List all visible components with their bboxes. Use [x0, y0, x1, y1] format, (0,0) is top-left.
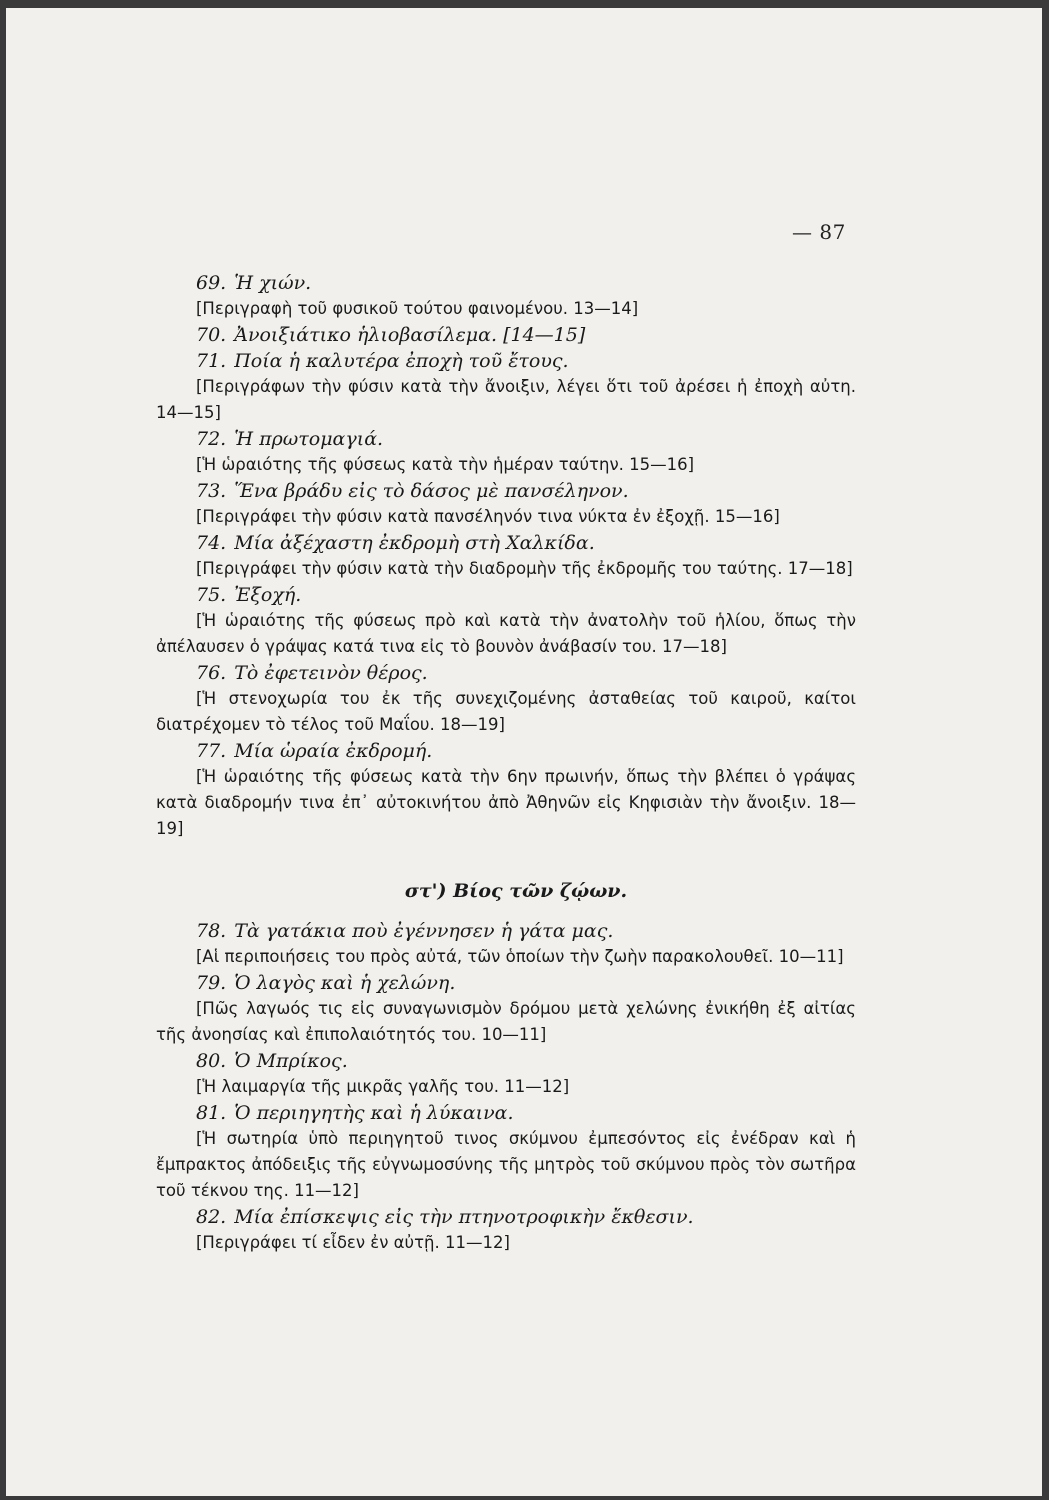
entry-description: [Περιγράφει τὴν φύσιν κατὰ πανσέληνόν τινα νύκτα ἐν ἐξοχῇ. 15—16]: [196, 507, 780, 526]
entry-number: 73.: [196, 480, 227, 502]
entry-number: 81.: [196, 1102, 227, 1124]
entry-title: [156, 660, 856, 686]
entry-title: [156, 322, 856, 348]
entry-title-text: Ἡ χιών.: [234, 272, 312, 294]
entry-description: [Ἡ σωτηρία ὑπὸ περιηγητοῦ τινος σκύμνου ἐμπεσόντος εἰς ἐνέδραν καὶ ἡ ἔμπρακτος ἀπόδειξις τῆς εὐγνωμοσύνης τῆς μητρὸς τοῦ σκύμνου πρὸς τὸν σωτῆρα τοῦ τέκνου της. 11—12]: [156, 1129, 856, 1200]
entry-description: [Ἡ ὡραιότης τῆς φύσεως πρὸ καὶ κατὰ τὴν ἀνατολὴν τοῦ ἡλίου, ὅπως τὴν ἀπέλαυσεν ὁ γράψας κατά τινα εἰς τὸ βουνὸν ἀνάβασίν του. 17—18]: [156, 611, 856, 656]
entry-description: [Περιγραφὴ τοῦ φυσικοῦ τούτου φαινομένου. 13—14]: [196, 299, 639, 318]
book-page: [6, 8, 1042, 1496]
entry-description: [Ἡ ὡραιότης τῆς φύσεως κατὰ τὴν 6ην πρωινήν, ὅπως τὴν βλέπει ὁ γράψας κατὰ διαδρομήν τινα ἐπ᾽ αὐτοκινήτου ἀπὸ Ἀθηνῶν εἰς Κηφισιὰν τὴν ἄνοιξιν. 18—19]: [156, 767, 856, 838]
list-item: [156, 660, 856, 738]
entry-description: [Αἱ περιποιήσεις του πρὸς αὐτά, τῶν ὁποίων τὴν ζωὴν παρακολουθεῖ. 10—11]: [196, 947, 844, 966]
entry-description: [Περιγράφει τὴν φύσιν κατὰ τὴν διαδρομὴν τῆς ἐκδρομῆς του ταύτης. 17—18]: [196, 559, 853, 578]
entry-title: [156, 582, 856, 608]
entry-number: 71.: [196, 350, 227, 372]
list-item: [156, 478, 856, 530]
entry-number: 79.: [196, 972, 227, 994]
list-item: [156, 1048, 856, 1100]
entry-title: [156, 426, 856, 452]
entry-title: [156, 1048, 856, 1074]
entry-title-text: Ὁ λαγὸς καὶ ἡ χελώνη.: [234, 972, 456, 994]
entry-title-text: Ἀνοιξιάτικο ἡλιοβασίλεμα. [14—15]: [234, 324, 586, 346]
entry-description: [Ἡ λαιμαργία τῆς μικρᾶς γαλῆς του. 11—12]: [196, 1077, 570, 1096]
entry-number: 70.: [196, 324, 227, 346]
entry-title: [156, 970, 856, 996]
entry-description: [Πῶς λαγωός τις εἰς συναγωνισμὸν δρόμου μετὰ χελώνης ἐνικήθη ἐξ αἰτίας τῆς ἀνοησίας καὶ ἐπιπολαιότητός του. 10—11]: [156, 999, 856, 1044]
entry-description: [Ἡ στενοχωρία του ἐκ τῆς συνεχιζομένης ἀσταθείας τοῦ καιροῦ, καίτοι διατρέχομεν τὸ τέλος τοῦ Μαΐου. 18—19]: [156, 689, 856, 734]
entry-number: 69.: [196, 272, 227, 294]
entry-title: [156, 918, 856, 944]
list-item: [156, 582, 856, 660]
entry-title: [156, 738, 856, 764]
entry-title-text: Τὸ ἐφετεινὸν θέρος.: [234, 662, 428, 684]
list-item: [156, 426, 856, 478]
entry-title: [156, 1100, 856, 1126]
entry-description: [Περιγράφων τὴν φύσιν κατὰ τὴν ἄνοιξιν, λέγει ὅτι τοῦ ἀρέσει ἡ ἐποχὴ αὐτη. 14—15]: [156, 377, 856, 422]
entry-number: 78.: [196, 920, 227, 942]
entry-number: 82.: [196, 1206, 227, 1228]
entry-title: [156, 270, 856, 296]
entry-number: 76.: [196, 662, 227, 684]
entry-title-text: Ἐξοχή.: [234, 584, 302, 606]
list-item: [156, 530, 856, 582]
list-item: [156, 270, 856, 322]
list-item: [156, 322, 856, 348]
entry-title: [156, 530, 856, 556]
entry-title: [156, 1204, 856, 1230]
entries-list: [156, 270, 856, 1256]
list-item: [156, 738, 856, 842]
list-item: [156, 1100, 856, 1204]
entry-title: [156, 348, 856, 374]
entry-number: 80.: [196, 1050, 227, 1072]
entry-title-text: Ὁ περιηγητὴς καὶ ἡ λύκαινα.: [234, 1102, 514, 1124]
entry-description: [Ἡ ὡραιότης τῆς φύσεως κατὰ τὴν ἡμέραν ταύτην. 15—16]: [196, 455, 695, 474]
entry-number: 72.: [196, 428, 227, 450]
entry-title-text: Τὰ γατάκια ποὺ ἐγέννησεν ἡ γάτα μας.: [234, 920, 614, 942]
page-number: — 87: [792, 220, 846, 244]
entry-title: [156, 478, 856, 504]
section-heading: στ') Βίος τῶν ζῴων.: [404, 880, 628, 902]
entry-number: 74.: [196, 532, 227, 554]
entry-title-text: Μία ὡραία ἐκδρομή.: [234, 740, 433, 762]
list-item: [156, 1204, 856, 1256]
entry-title-text: Ἡ πρωτομαγιά.: [234, 428, 384, 450]
entry-title-text: Ὁ Μπρίκος.: [234, 1050, 348, 1072]
list-item: [156, 348, 856, 426]
entry-title-text: Μία ἀξέχαστη ἐκδρομὴ στὴ Χαλκίδα.: [234, 532, 595, 554]
entry-number: 75.: [196, 584, 227, 606]
entry-title-text: Ἕνα βράδυ εἰς τὸ δάσος μὲ πανσέληνον.: [234, 480, 629, 502]
list-item: [156, 970, 856, 1048]
entry-title-text: Μία ἐπίσκεψις εἰς τὴν πτηνοτροφικὴν ἔκθεσιν.: [234, 1206, 694, 1228]
entry-title-text: Ποία ἡ καλυτέρα ἐποχὴ τοῦ ἔτους.: [234, 350, 569, 372]
list-item: [156, 918, 856, 970]
entry-description: [Περιγράφει τί εἶδεν ἐν αὐτῇ. 11—12]: [196, 1233, 510, 1252]
entry-number: 77.: [196, 740, 227, 762]
